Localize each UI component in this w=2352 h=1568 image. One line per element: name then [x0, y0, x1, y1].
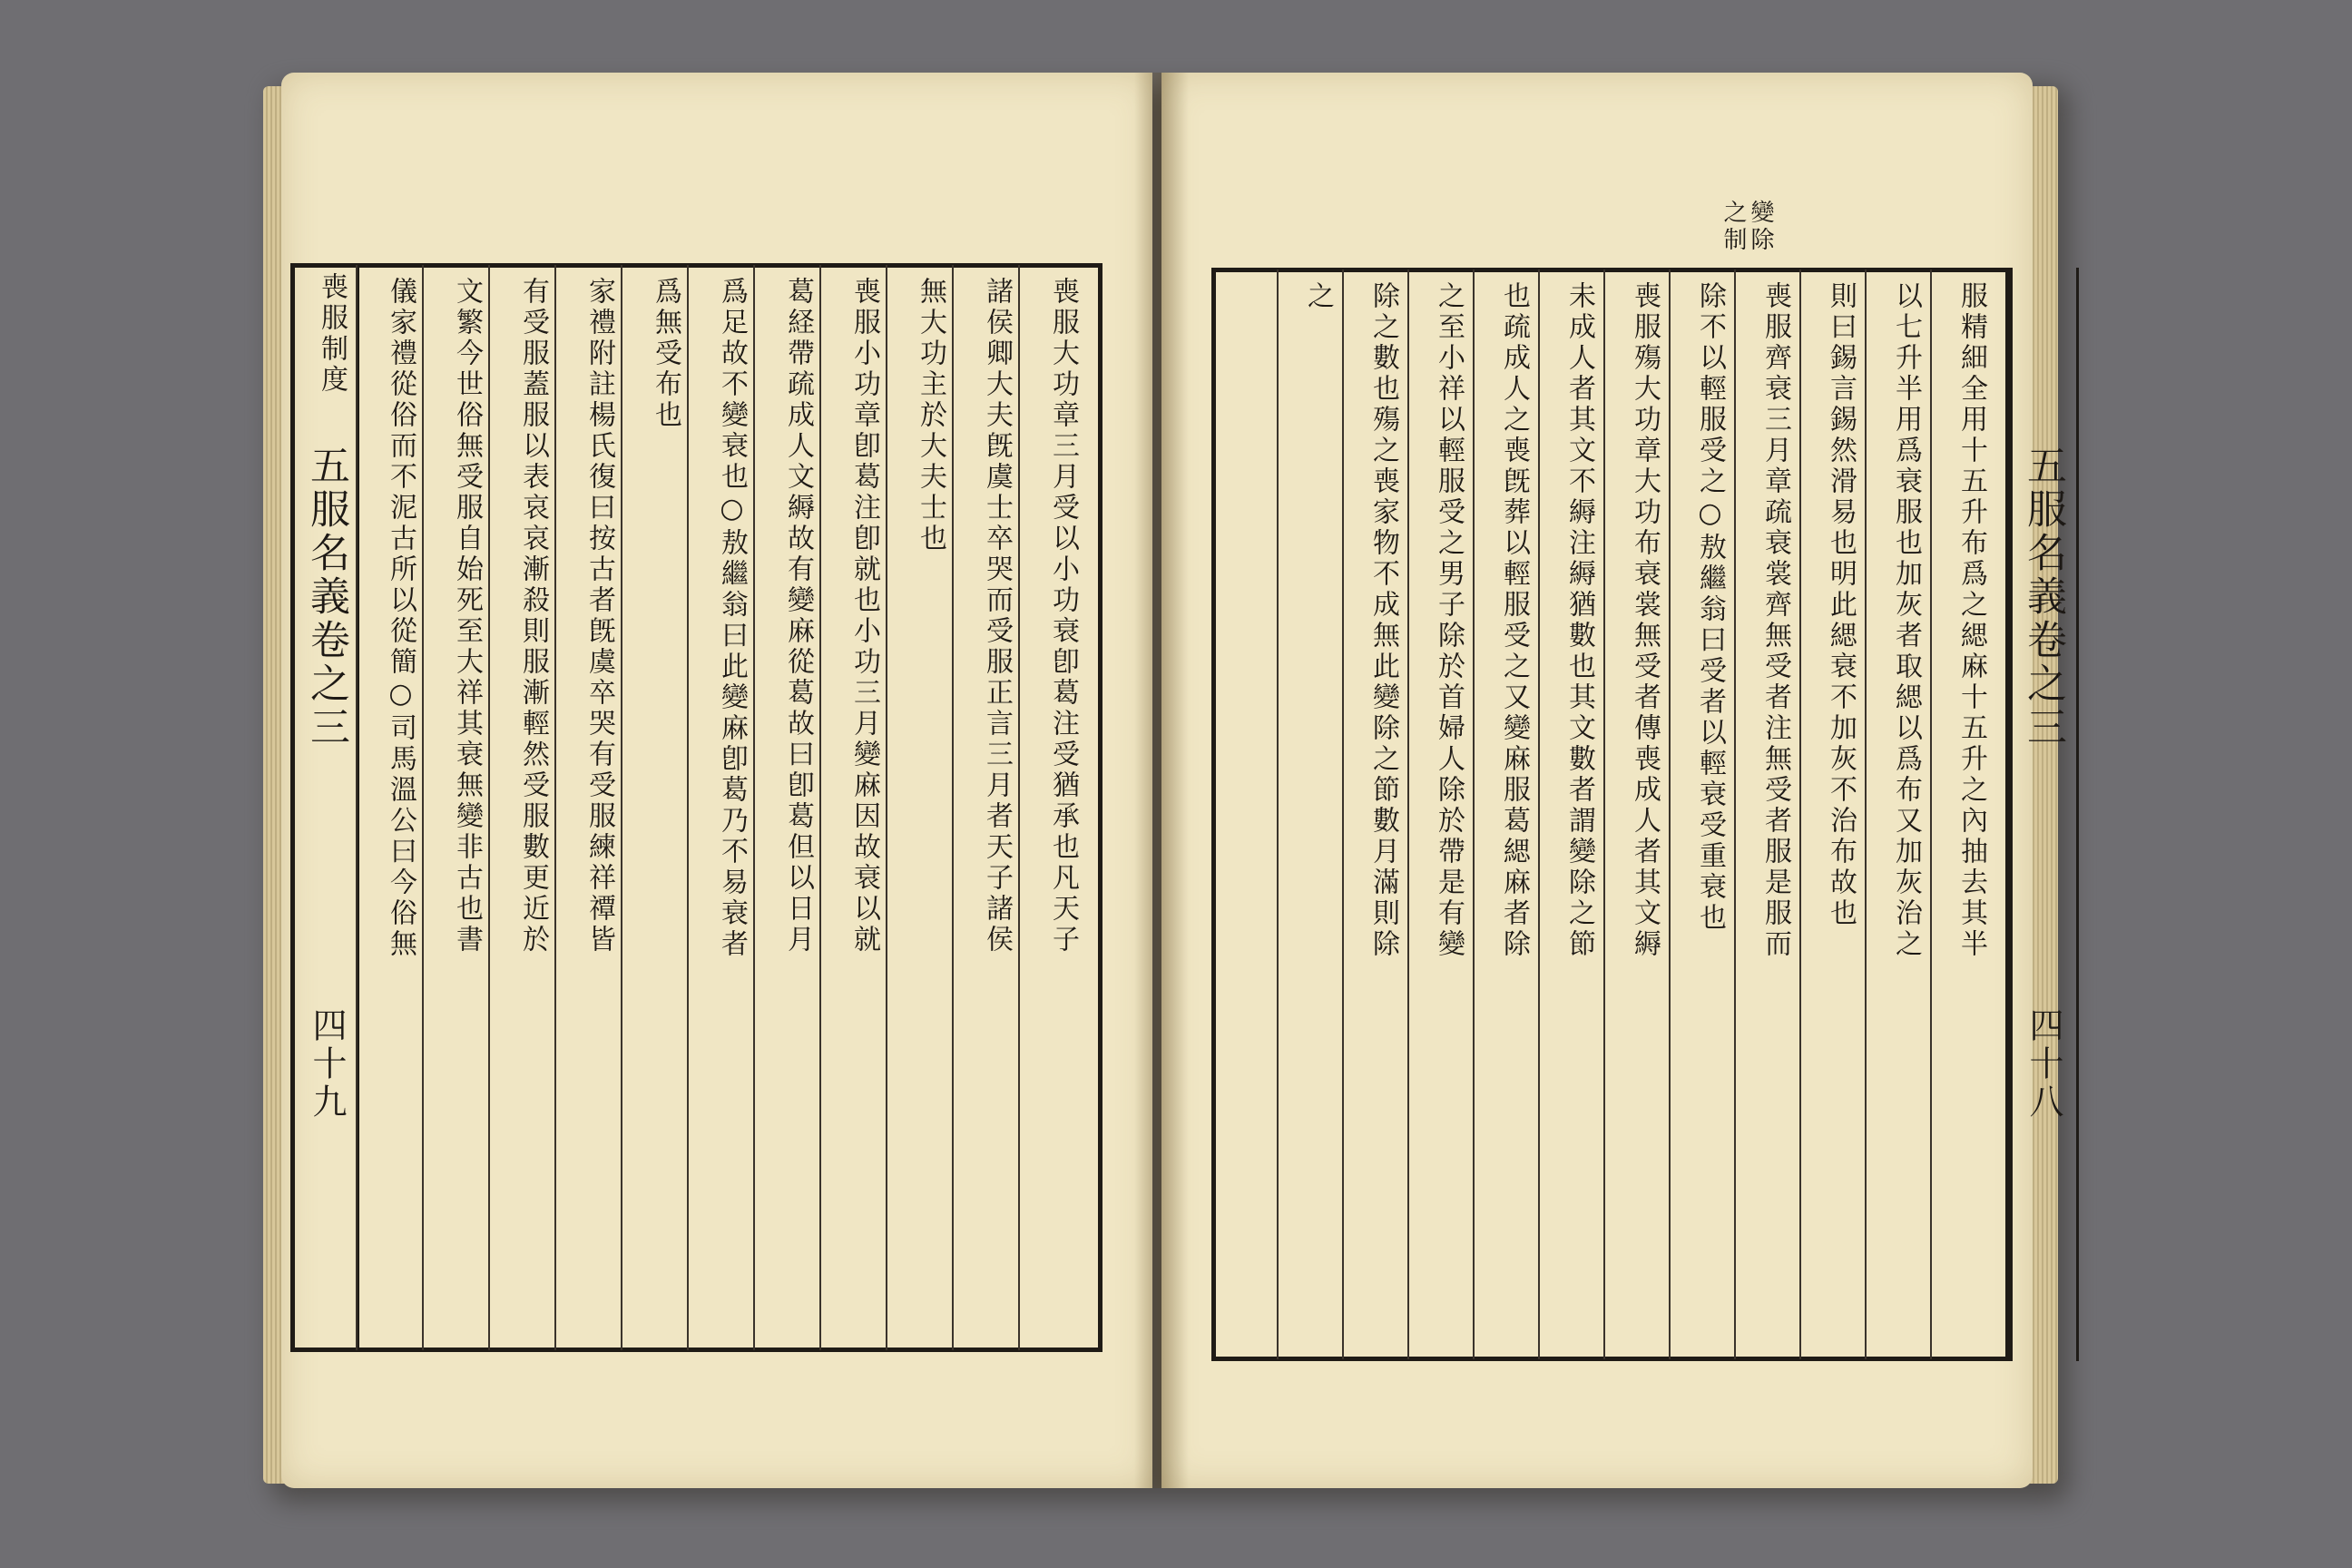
left-text-column: 爲無受布也 — [650, 277, 681, 431]
right-margin-page-number: 四十八 — [2024, 1007, 2063, 1122]
right-text-column: 喪服齊衰三月章疏衰裳齊無受者注無受者服是服而 — [1759, 281, 1791, 960]
right-text-column: 喪服殤大功章大功布衰裳無受者傳喪成人者其文縟 — [1629, 281, 1661, 960]
left-fold-margin — [290, 263, 359, 1352]
column-rule — [1277, 270, 1279, 1359]
right-text-column: 以七升半用爲衰服也加灰者取緦以爲布又加灰治之 — [1890, 281, 1922, 960]
left-text-column: 喪服小功章卽葛注卽就也小功三月變麻因故衰以就 — [848, 277, 880, 956]
left-text-column: 無大功主於大夫士也 — [915, 277, 946, 554]
left-text-column: 爲足故不變衰也○敖繼翁曰此變麻卽葛乃不易衰者 — [716, 277, 748, 960]
left-text-column: 葛経帶疏成人文縟故有變麻從葛故曰卽葛但以日月 — [782, 277, 814, 956]
section-label: 變除之制 — [1720, 200, 1774, 254]
right-text-column: 之至小祥以輕服受之男子除於首婦人除於帶是有變 — [1433, 281, 1465, 960]
left-margin-title: 喪服制度 — [316, 272, 348, 396]
left-text-column: 諸侯卿大夫旣虞士卒哭而受服正言三月者天子諸侯 — [981, 277, 1013, 956]
book-gutter — [1134, 73, 1189, 1488]
right-text-column: 之 — [1302, 281, 1334, 312]
left-margin-page-number: 四十九 — [307, 1007, 347, 1122]
column-rule — [356, 265, 358, 1350]
left-text-column: 家禮附註楊氏復曰按古者旣虞卒哭有受服練祥禫皆 — [583, 277, 615, 956]
right-text-column: 也疏成人之喪旣葬以輕服受之又變麻服葛緦麻者除 — [1498, 281, 1530, 960]
left-text-column: 有受服蓋服以表哀哀漸殺則服漸輕然受服數更近於 — [517, 277, 549, 956]
right-text-column: 除之數也殤之喪家物不成無此變除之節數月滿則除 — [1367, 281, 1399, 960]
left-text-column: 文繁今世俗無受服自始死至大祥其衰無變非古也書 — [451, 277, 483, 956]
right-text-column: 服精細全用十五升布爲之緦麻十五升之內抽去其半 — [1955, 281, 1987, 960]
left-margin-book-title: 五服名義卷之三 — [303, 445, 349, 750]
right-fold-margin — [2010, 268, 2079, 1361]
right-text-column: 除不以輕服受之○敖繼翁曰受者以輕衰受重衰也 — [1694, 281, 1726, 934]
right-text-column: 未成人者其文不縟注縟猶數也其文數者謂變除之節 — [1563, 281, 1595, 960]
right-margin-book-title: 五服名義卷之三 — [2020, 445, 2066, 750]
left-text-column: 儀家禮從俗而不泥古所以從簡○司馬溫公曰今俗無 — [385, 277, 416, 960]
right-text-column: 則曰錫言錫然滑易也明此緦衰不加灰不治布故也 — [1825, 281, 1857, 929]
left-text-column: 喪服大功章三月受以小功衰卽葛注受猶承也凡天子 — [1047, 277, 1079, 956]
